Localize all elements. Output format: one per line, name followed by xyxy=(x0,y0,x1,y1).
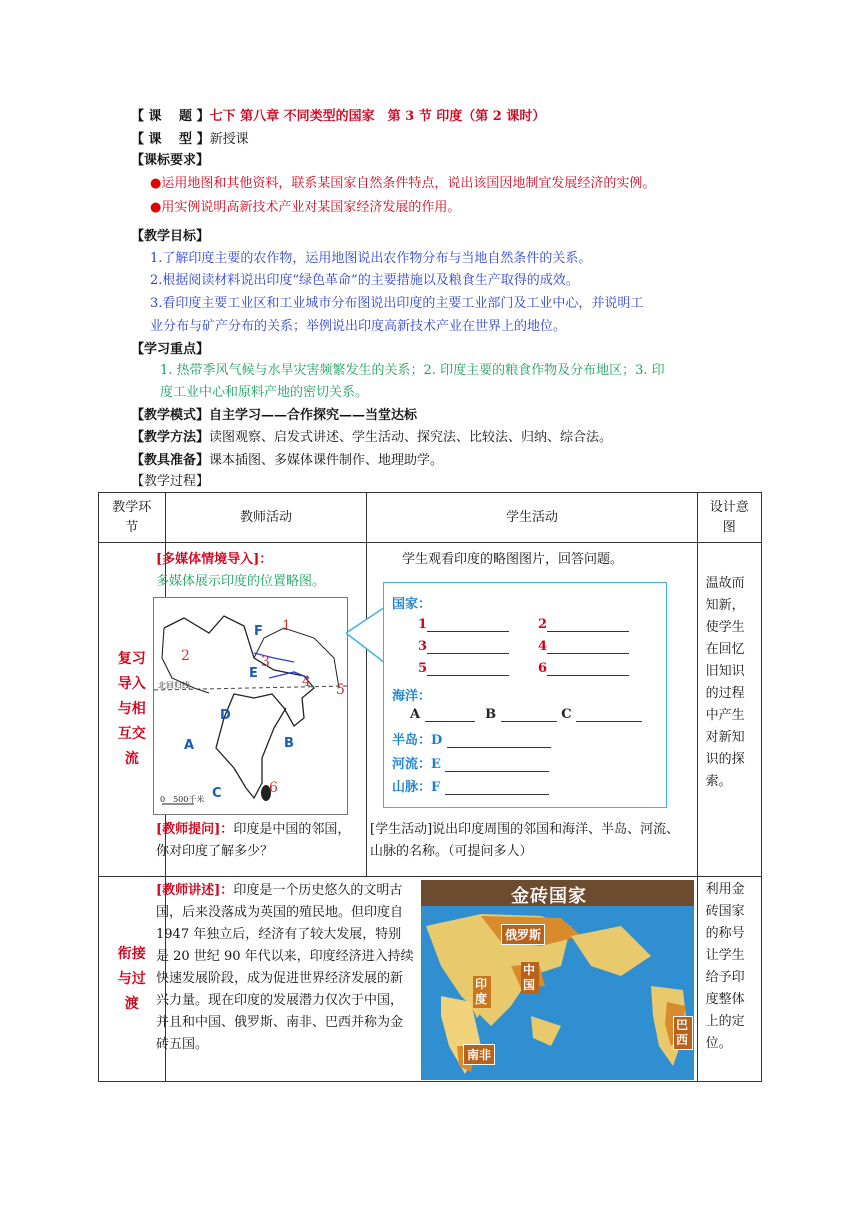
map-letter-E: E xyxy=(249,666,258,681)
callout-mountain: 山脉：F xyxy=(392,776,549,795)
label-brazil: 巴西 xyxy=(673,1016,693,1050)
focus-line-1: 1. 热带季风气候与水旱灾害频繁发生的关系；2. 印度主要的粮食作物及分布地区；3. 印 xyxy=(160,363,665,378)
label-india: 印度 xyxy=(473,976,491,1008)
standard-item-2: ●用实例说明高新技术产业对某国家经济发展的作用。 xyxy=(150,200,461,215)
callout-pointer xyxy=(346,605,386,665)
callout-river: 河流：E xyxy=(392,753,549,772)
teacher-text-multimedia: 多媒体展示印度的位置略图。 xyxy=(156,574,326,589)
student-activity: [学生活动]说出印度周围的邻国和海洋、半岛、河流、山脉的名称。（可提问多人） xyxy=(370,822,680,859)
student-intro: 学生观看印度的略图图片，回答问题。 xyxy=(402,552,624,567)
mode-line: 【教学模式】自主学习——合作探究——当堂达标 xyxy=(131,408,418,423)
goal-item-1: 1.了解印度主要的农作物，运用地图说出农作物分布与当地自然条件的关系。 xyxy=(150,251,592,266)
map-label-3: 3 xyxy=(261,654,270,670)
map-label-2: 2 xyxy=(181,648,190,664)
stage-transition: 衔接与过渡 xyxy=(99,877,166,1082)
map-label-4: 4 xyxy=(302,674,311,690)
map-scale: 0 500千米 xyxy=(160,795,205,804)
prep-line: 【教具准备】课本插图、多媒体课件制作、地理助学。 xyxy=(131,453,444,468)
callout-country: 国家： xyxy=(392,597,432,612)
callout-ocean-blanks: A B C xyxy=(410,707,642,722)
map-letter-F: F xyxy=(254,624,263,639)
goal-item-3: 3.看印度主要工业区和工业城市分布图说出印度的主要工业部门及工业中心，并说明工 xyxy=(150,296,644,311)
callout-blank-4: 4 xyxy=(538,639,629,654)
callout-blank-3: 3 xyxy=(418,639,509,654)
teacher-tag-multimedia: [多媒体情境导入]： xyxy=(156,552,273,567)
callout-blank-5: 5 xyxy=(418,661,509,676)
topic-value: 七下 第八章 不同类型的国家 第 3 节 印度（第 2 课时） xyxy=(209,109,546,124)
label-south-africa: 南非 xyxy=(463,1044,495,1065)
map-label-1: 1 xyxy=(282,618,291,634)
type-label: 【 课 型 】 xyxy=(131,132,210,147)
standard-item-1: ●运用地图和其他资料，联系某国家自然条件特点，说出该国因地制宜发展经济的实例。 xyxy=(150,176,656,191)
topic-label: 【 课 题 】 xyxy=(131,109,210,124)
label-russia: 俄罗斯 xyxy=(501,924,545,945)
teacher-question: [教师提问]：印度是中国的邻国，你对印度了解多少？ xyxy=(156,822,351,859)
method-line: 【教学方法】读图观察、启发式讲述、学生活动、探究法、比较法、归纳、综合法。 xyxy=(131,430,613,445)
focus-label: 【学习重点】 xyxy=(131,342,210,357)
india-outline-svg xyxy=(154,598,347,814)
brics-title: 金砖国家 xyxy=(511,886,587,907)
label-china: 中国 xyxy=(521,962,539,994)
type-value: 新授课 xyxy=(209,132,249,147)
goal-item-3-cont: 业分布与矿产分布的关系；举例说出印度高新技术产业在世界上的地位。 xyxy=(150,319,567,334)
callout-blank-2: 2 xyxy=(538,617,629,632)
topic-line xyxy=(131,108,545,126)
callout-peninsula: 半岛：D xyxy=(392,729,551,748)
table-header-row xyxy=(99,493,762,543)
map-label-5: 5 xyxy=(336,682,345,698)
teacher-narration: [教师讲述]：印度是一个历史悠久的文明古国，后来没落成为英国的殖民地。但印度自 1947 年独立后，经济有了较大发展，特别是 20 世纪 90 年代以来，印度经济进入持续快速发展阶段，成为促进世界经济发展的新兴力量。现在印度的发展潜力仅次于中国，并且和中国、俄罗斯、南非、巴西并称为金砖五国。 xyxy=(156,883,414,1052)
stage-review: 复习导入与相互交流 xyxy=(99,543,166,877)
type-line xyxy=(131,131,249,149)
callout-blank-6: 6 xyxy=(538,661,629,676)
brics-world-svg xyxy=(421,906,694,1080)
intent-transition: 利用金砖国家的称号让学生给予印度整体上的定位。 xyxy=(697,877,761,1082)
col-intent-header: 设计意图 xyxy=(697,493,761,543)
map-letter-D: D xyxy=(220,708,231,723)
map-letter-C: C xyxy=(212,786,222,801)
col-student-header: 学生活动 xyxy=(367,493,697,543)
focus-line-2: 度工业中心和原料产地的密切关系。 xyxy=(160,385,369,400)
standards-label: 【课标要求】 xyxy=(131,153,210,168)
map-letter-A: A xyxy=(184,738,195,753)
col-teacher-header: 教师活动 xyxy=(165,493,367,543)
col-stage-header: 教学环节 xyxy=(99,493,166,543)
tropic-label: 北回归线 xyxy=(158,681,190,690)
goals-label: 【教学目标】 xyxy=(131,229,210,244)
callout-ocean: 海洋： xyxy=(392,689,432,704)
callout-blank-1: 1 xyxy=(418,617,509,632)
answer-callout xyxy=(383,582,667,808)
process-label: 【教学过程】 xyxy=(131,474,210,489)
map-letter-B: B xyxy=(284,736,294,751)
intent-review: 温故而知新，使学生在回忆旧知识的过程中产生对新知识的探索。 xyxy=(697,543,761,877)
brics-map-image xyxy=(421,880,694,1080)
goal-item-2: 2.根据阅读材料说出印度“绿色革命”的主要措施以及粮食生产取得的成效。 xyxy=(150,273,579,288)
india-sketch-map xyxy=(153,597,348,815)
map-label-6: 6 xyxy=(269,780,278,796)
